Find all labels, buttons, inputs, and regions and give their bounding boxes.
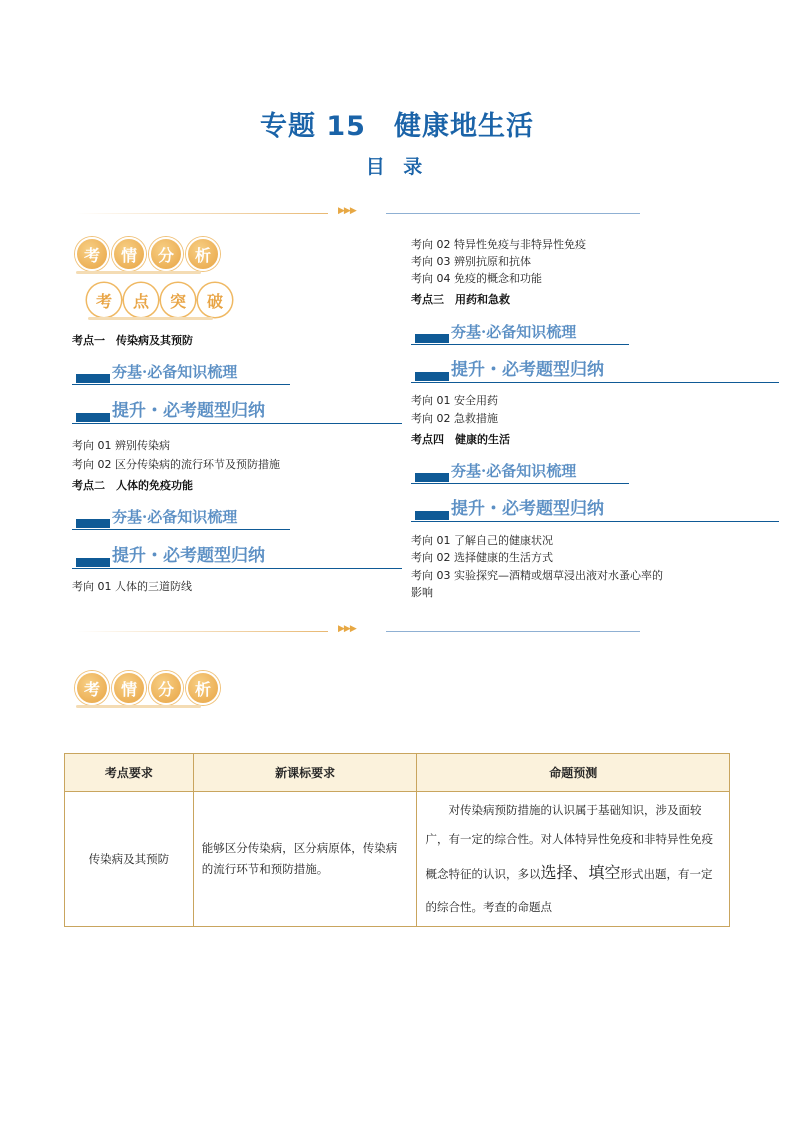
requirements-table	[64, 753, 730, 927]
toc-item[interactable]: 考向 02 选择健康的生活方式	[411, 551, 553, 564]
badge-char: 分	[149, 237, 183, 271]
banner-label: 夯基·必备知识梳理	[451, 462, 577, 480]
badge-char: 破	[198, 283, 232, 317]
toc-item[interactable]: 考向 01 辨别传染病	[72, 439, 170, 452]
banner-label: 提升・必考题型归纳	[451, 360, 604, 380]
prediction-text-large: 填空	[588, 863, 621, 883]
badge-kaoqing-fenxi	[75, 237, 220, 271]
divider-top	[76, 206, 640, 219]
badge-char: 考	[87, 283, 121, 317]
arrows-icon: ▶▶▶	[338, 624, 356, 634]
toc-item[interactable]: 考向 04 免疫的概念和功能	[411, 272, 542, 285]
prediction-text: 形式出题，有一定的综合性。考查的命题点	[425, 867, 713, 915]
toc-item[interactable]: 影响	[411, 586, 433, 599]
arrows-icon: ▶▶▶	[338, 206, 356, 216]
document-title: 专题 15 健康地生活	[260, 111, 534, 142]
banner-jichu[interactable]	[411, 323, 631, 345]
divider-bottom	[76, 624, 640, 637]
badge-kaoqing-fenxi-section	[75, 671, 220, 705]
badge-char: 分	[149, 671, 183, 705]
toc-item[interactable]: 考向 01 人体的三道防线	[72, 580, 192, 593]
toc-item[interactable]: 考向 02 区分传染病的流行环节及预防措施	[72, 458, 280, 471]
badge-char: 考	[75, 237, 109, 271]
badge-char: 情	[112, 237, 146, 271]
banner-tisheng[interactable]	[72, 402, 402, 424]
banner-label: 提升・必考题型归纳	[112, 401, 265, 421]
badge-char: 突	[161, 283, 195, 317]
toc-item[interactable]: 考向 02 急救措施	[411, 412, 498, 425]
cell-requirement: 能够区分传染病，区分病原体，传染病的流行环节和预防措施。	[193, 792, 417, 927]
prediction-text-large: 选择、	[540, 863, 589, 883]
toc-item[interactable]: 考向 01 了解自己的健康状况	[411, 534, 553, 547]
toc-point-1[interactable]: 考点一 传染病及其预防	[72, 334, 193, 347]
toc-item[interactable]: 考向 02 特异性免疫与非特异性免疫	[411, 238, 586, 251]
banner-tisheng[interactable]	[411, 361, 781, 383]
banner-tisheng[interactable]	[72, 547, 402, 569]
badge-char: 析	[186, 237, 220, 271]
cell-prediction	[417, 792, 730, 927]
badge-char: 情	[112, 671, 146, 705]
toc-heading: 目 录	[365, 156, 429, 178]
banner-label: 夯基·必备知识梳理	[112, 363, 238, 381]
table-header-row	[65, 754, 730, 792]
badge-char: 析	[186, 671, 220, 705]
banner-jichu[interactable]	[72, 363, 292, 385]
table-row	[65, 792, 730, 927]
banner-label: 提升・必考题型归纳	[112, 546, 265, 566]
badge-char: 点	[124, 283, 158, 317]
banner-label: 夯基·必备知识梳理	[451, 323, 577, 341]
banner-label: 提升・必考题型归纳	[451, 499, 604, 519]
column-header: 新课标要求	[193, 754, 417, 792]
badge-kaodian-tupo	[87, 283, 232, 317]
banner-jichu[interactable]	[72, 508, 292, 530]
toc-item[interactable]: 考向 03 实验探究—酒精或烟草浸出液对水蚤心率的	[411, 569, 663, 582]
column-header: 命题预测	[417, 754, 730, 792]
banner-jichu[interactable]	[411, 462, 631, 484]
toc-point-4[interactable]: 考点四 健康的生活	[411, 433, 510, 446]
toc-point-3[interactable]: 考点三 用药和急救	[411, 293, 510, 306]
toc-item[interactable]: 考向 01 安全用药	[411, 394, 498, 407]
banner-tisheng[interactable]	[411, 500, 781, 522]
column-header: 考点要求	[65, 754, 194, 792]
cell-point: 传染病及其预防	[65, 792, 194, 927]
toc-point-2[interactable]: 考点二 人体的免疫功能	[72, 479, 193, 492]
banner-label: 夯基·必备知识梳理	[112, 508, 238, 526]
badge-char: 考	[75, 671, 109, 705]
toc-item[interactable]: 考向 03 辨别抗原和抗体	[411, 255, 531, 268]
prediction-text: 对传染病预防措施的认识属于基础知识，涉及面较广，有一定的综合性。对人体特异性免疫和非特异性免疫概念特征的认识，多以	[425, 802, 713, 882]
